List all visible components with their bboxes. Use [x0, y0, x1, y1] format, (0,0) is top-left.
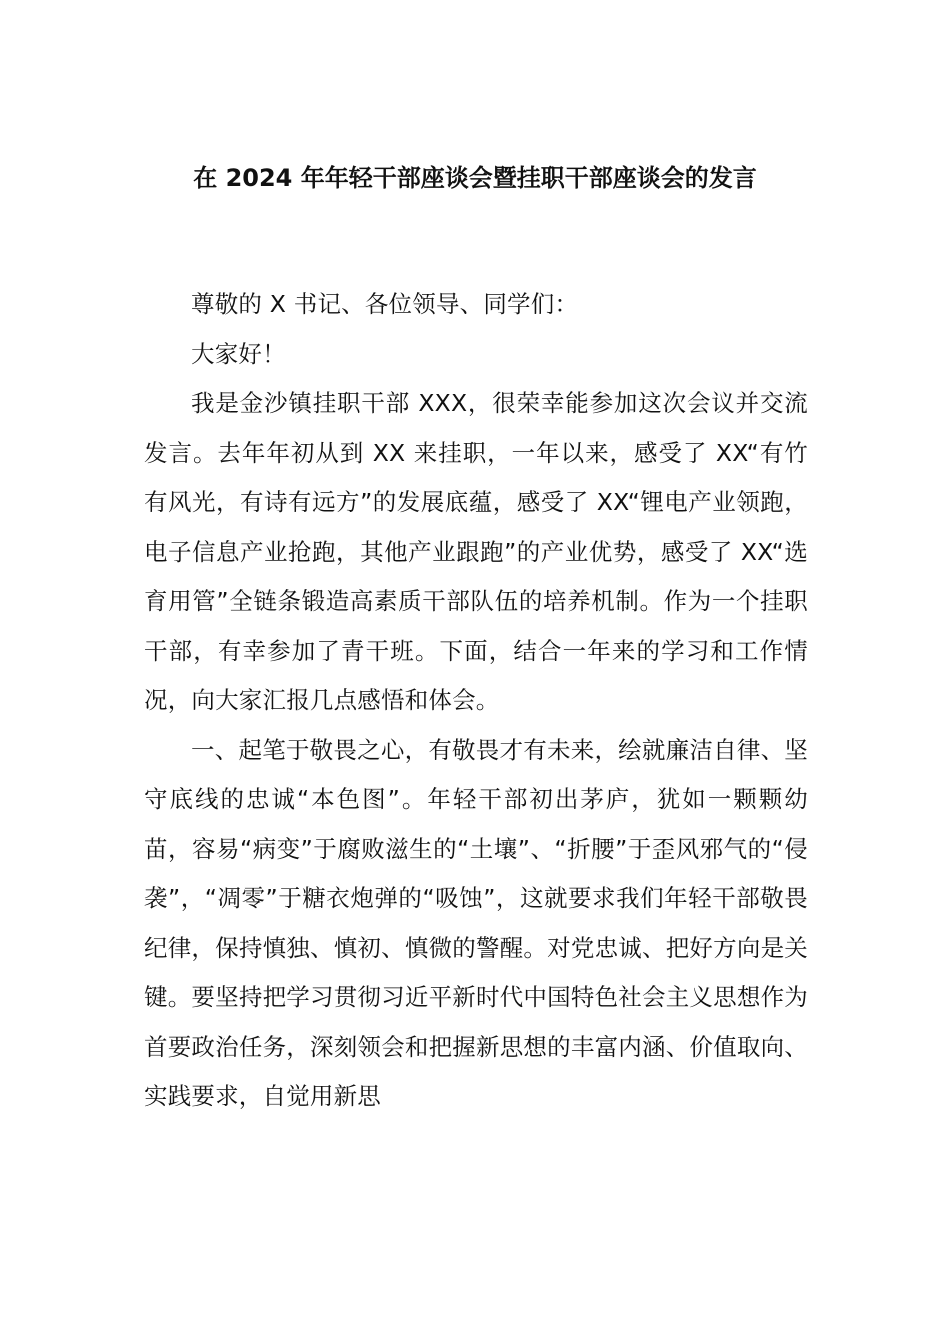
salutation-paragraph: 尊敬的 X 书记、各位领导、同学们： [191, 290, 579, 318]
section-one-paragraph: 一、起笔于敬畏之心，有敬畏才有未来，绘就廉洁自律、坚守底线的忠诚“本色图”。年轻干部初出茅庐，犹如一颗颗幼苗，容易“病变”于腐败滋生的“土壤”、“折腰”于歪风邪气的“侵袭”，“凋零”于糖衣炮弹的“吸蚀”，这就要求我们年轻干部敬畏纪律，保持慎独、慎初、慎微的警醒。对党忠诚、把好方向是关键。要坚持把学习贯彻习近平新时代中国特色社会主义思想作为首要政治任务，深刻领会和把握新思想的丰富内涵、价值取向、实践要求，自觉用新思 [144, 735, 808, 1110]
intro-paragraph: 我是金沙镇挂职干部 XXX，很荣幸能参加这次会议并交流发言。去年年初从到 XX 来挂职，一年以来，感受了 XX“有竹有风光，有诗有远方”的发展底蕴，感受了 XX“锂电产业领跑，电子信息产业抢跑，其他产业跟跑”的产业优势，感受了 XX“选育用管”全链条锻造高素质干部队伍的培养机制。作为一个挂职干部，有幸参加了青干班。下面，结合一年来的学习和工作情况，向大家汇报几点感悟和体会。 [144, 389, 808, 714]
document-title: 在 2024 年年轻干部座谈会暨挂职干部座谈会的发言 [193, 164, 757, 192]
document-body [144, 280, 808, 1122]
greeting-paragraph: 大家好！ [191, 339, 286, 368]
